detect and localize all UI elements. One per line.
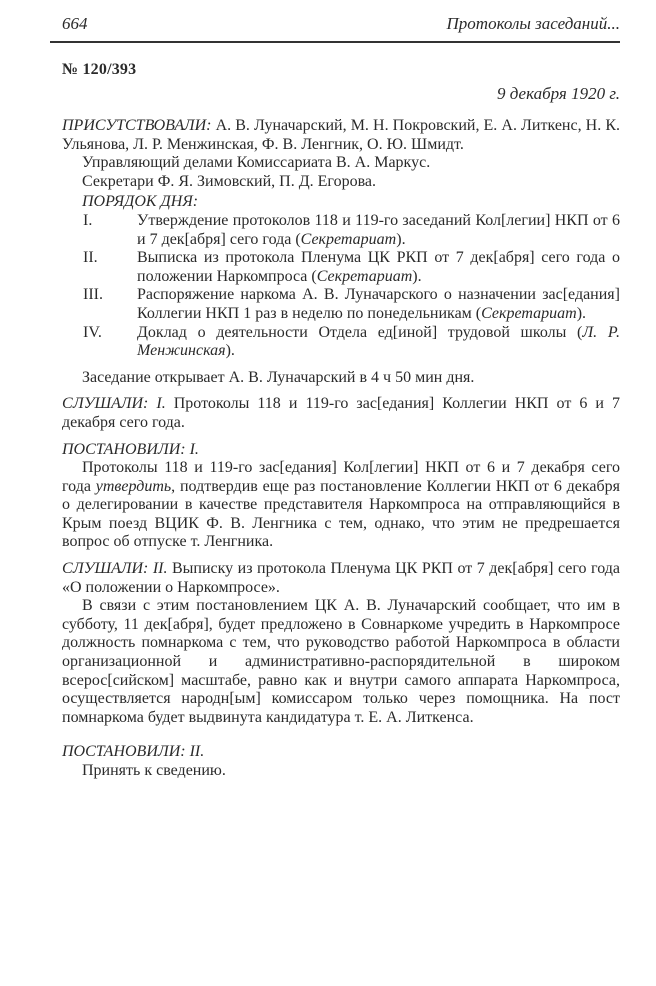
agenda-item-number: II.: [83, 249, 98, 267]
document-number: № 120/393: [62, 61, 137, 78]
attendance-secretaries: Секретари Ф. Я. Зимовский, П. Д. Егорова.: [82, 172, 377, 190]
heard-paragraph: [62, 395, 620, 432]
agenda-item-number: I.: [83, 211, 93, 229]
resolved-text: Протоколы 118 и 119-го зас[едания] Кол[легии] НКП от 6 и 7 декабря сего года утвердить, подтвердив еще раз постановление Коллегии НКП от 6 декабря о делегировании в качестве представителя Наркомпроса на отправляющийся в Крым поезд ВЦИК Ф. В. Ленгника с тем, однако, что этим не предрешается вопрос об отпуске т. Ленгника.: [62, 459, 621, 551]
agenda-item: [62, 212, 620, 249]
agenda-item: [62, 286, 620, 323]
running-title: Протоколы заседаний...: [446, 14, 620, 33]
page-number: 664: [62, 14, 88, 33]
header-rule: [50, 41, 620, 43]
running-head: [50, 14, 620, 38]
heard-paragraph: [62, 560, 620, 597]
agenda-item-text: Утверждение протоколов 118 и 119-го заседаний Кол[легии] НКП от 6 и 7 дек[абря] сего года (Секретариат).: [137, 211, 620, 248]
agenda-item: [62, 249, 620, 286]
resolved-emphasis: утвердить: [95, 477, 172, 495]
agenda-item-text: Выписка из протокола Пленума ЦК РКП от 7 дек[абря] сего года о положении Наркомпроса (Секретариат).: [137, 249, 620, 285]
agenda-heading: ПОРЯДОК ДНЯ:: [82, 193, 199, 211]
attendance-label: ПРИСУТСТВОВАЛИ:: [62, 117, 212, 134]
heard-text: Выписку из протокола Пленума ЦК РКП от 7 дек[абря] сего года «О положении о Наркомпросе».: [62, 560, 620, 596]
resolved-label: ПОСТАНОВИЛИ: I.: [62, 440, 199, 458]
heard-detail: В связи с этим постановлением ЦК А. В. Луначарский сообщает, что им в субботу, 11 дек[абря], будет предложено в Совнаркоме учредить в Наркомпросе должность помнаркома с тем, что руководство работой Наркомпроса в области организационной и административно-распорядительной в широком всерос[сийском] масштабе, равно как и внутри самого аппарата Наркомпроса, осуществляется народн[ым] комиссаром только через помощника. На пост помнаркома будет выдвинута кандидатура т. Е. А. Литкенса.: [62, 597, 620, 726]
heard-text: Протоколы 118 и 119-го зас[едания] Коллегии НКП от 6 и 7 декабря сего года.: [62, 395, 620, 431]
resolved-label: ПОСТАНОВИЛИ: II.: [62, 743, 205, 761]
heard-label: СЛУШАЛИ: I.: [62, 395, 166, 413]
opening-statement: Заседание открывает А. В. Луначарский в 4 ч 50 мин дня.: [82, 368, 475, 386]
agenda-item-text: Распоряжение наркома А. В. Луначарского о назначении зас[едания] Коллегии НКП 1 раз в неделю по понедельникам (Секретариат).: [137, 286, 620, 322]
attendance-paragraph: [62, 117, 620, 154]
heard-label: СЛУШАЛИ: II.: [62, 560, 168, 578]
document-body: [62, 117, 620, 781]
document-date: 9 декабря 1920 г.: [496, 84, 620, 103]
agenda-item: [62, 324, 620, 361]
agenda-item-number: III.: [83, 286, 103, 304]
agenda-item-number: IV.: [83, 323, 102, 341]
resolved-text: Принять к сведению.: [82, 762, 226, 779]
attendance-manager: Управляющий делами Комиссариата В. А. Маркус.: [82, 154, 431, 172]
attendance-members: А. В. Луначарский, М. Н. Покровский, Е. А. Литкенс, Н. К. Ульянова, Л. Р. Менжинская, Ф. В. Ленгник, О. Ю. Шмидт.: [62, 117, 620, 153]
agenda-item-text: Доклад о деятельности Отдела ед[иной] трудовой школы (Л. Р. Менжинская).: [137, 323, 620, 360]
